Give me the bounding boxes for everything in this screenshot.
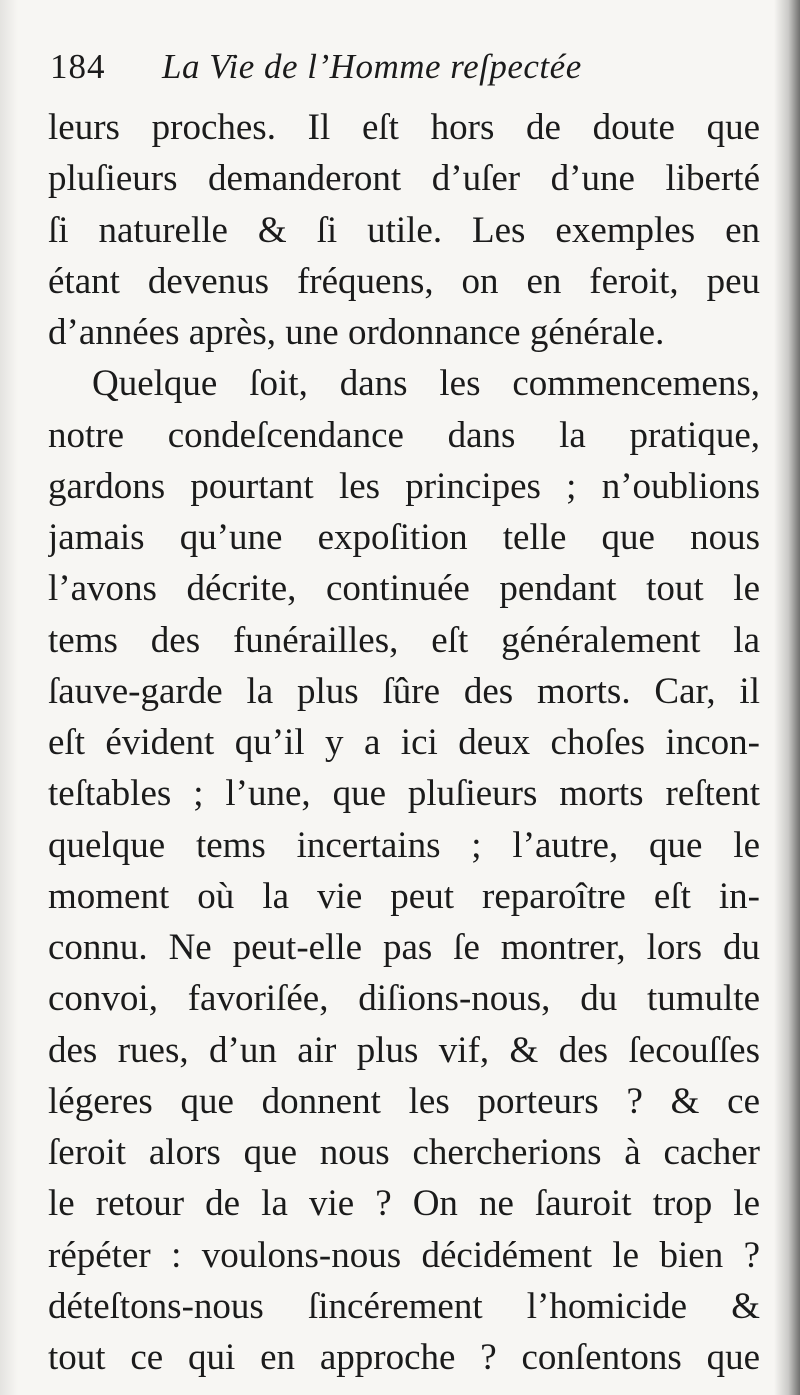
text-line: pluſieurs demanderont d’uſer d’une liberté [48, 158, 760, 200]
text-line: ſauve-garde la plus ſûre des morts. Car, il [48, 670, 760, 712]
text-line: notre condeſcendance dans la pratique, [48, 414, 760, 456]
text-line: moment où la vie peut reparoître eſt in- [48, 875, 760, 917]
page-number: 184 [50, 47, 106, 86]
text-line: déteſtons-nous ſincérement l’homicide & [48, 1285, 760, 1327]
text-line: l’avons décrite, continuée pendant tout le [48, 568, 760, 610]
page-header [50, 42, 750, 92]
text-line: ſeroit alors que nous chercherions à cacher [48, 1132, 760, 1173]
text-line: ſi naturelle & ſi utile. Les exemples en [48, 209, 760, 251]
text-line: répéter : voulons-nous décidément le bien ? [48, 1234, 760, 1276]
text-line: tout ce qui en approche ? conſentons que [48, 1337, 760, 1378]
page-gutter-shadow [0, 0, 18, 1395]
running-head: La Vie de l’Homme reſpectée [162, 47, 582, 86]
text-line: le retour de la vie ? On ne ſauroit trop le [48, 1183, 760, 1225]
text-line: tems des funérailles, eſt généralement la [48, 619, 760, 661]
text-line: jamais qu’une expoſition telle que nous [48, 517, 760, 558]
text-line: convoi, favoriſée, diſions-nous, du tumulte [48, 978, 760, 1020]
text-line: eſt évident qu’il y a ici deux choſes incon- [48, 722, 760, 763]
text-line: d’années après, une ordonnance générale. [48, 312, 665, 353]
text-line: légeres que donnent les porteurs ? & ce [48, 1080, 760, 1122]
body-text [48, 102, 760, 1383]
text-line: des rues, d’un air plus vif, & des ſecouſſes [48, 1029, 760, 1071]
text-line: connu. Ne peut-elle pas ſe montrer, lors du [48, 927, 760, 968]
text-line: Quelque ſoit, dans les commencemens, [92, 363, 760, 405]
text-line: leurs proches. Il eſt hors de doute que [48, 107, 760, 148]
text-line: étant devenus fréquens, on en feroit, peu [48, 260, 760, 302]
text-line: gardons pourtant les principes ; n’oublions [48, 465, 760, 507]
text-line: teſtables ; l’une, que pluſieurs morts reſtent [48, 773, 760, 815]
text-line: quelque tems incertains ; l’autre, que le [48, 824, 760, 866]
page-edge-shadow [774, 0, 800, 1395]
